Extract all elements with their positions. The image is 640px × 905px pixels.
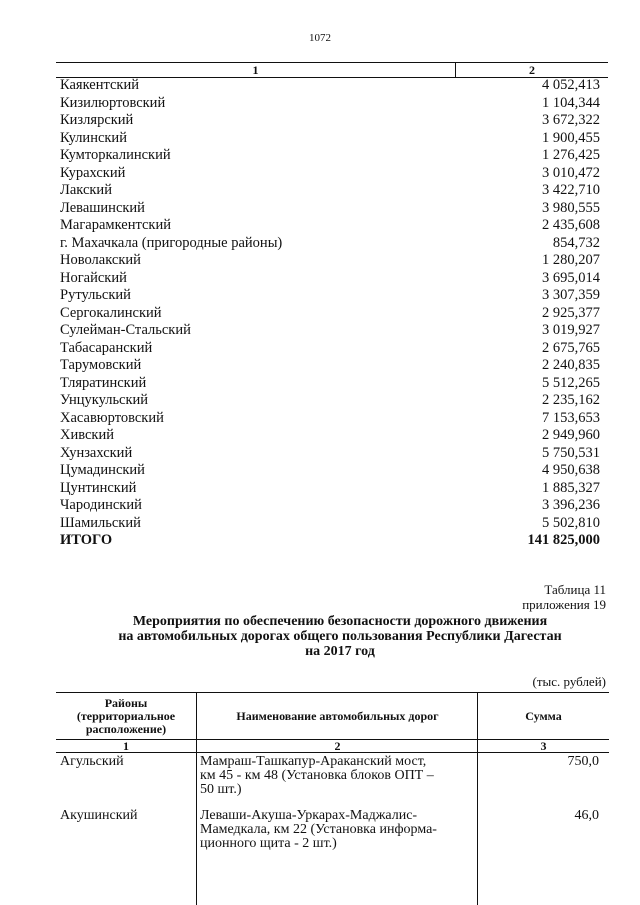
district-value: 854,732 — [552, 234, 600, 251]
district-name: Сергокалинский — [60, 304, 162, 321]
table-row — [56, 410, 608, 428]
district-name: Магарамкентский — [60, 217, 171, 233]
district-funding-table — [56, 62, 608, 548]
district-value: 4 950,638 — [542, 462, 600, 478]
district-value: 4 052,413 — [542, 77, 600, 93]
district-value: 2 435,608 — [542, 217, 600, 233]
district-name: Кумторкалинский — [60, 147, 171, 163]
district-name: Агульский — [60, 754, 124, 769]
table-row — [56, 357, 608, 375]
total-label: ИТОГО — [60, 532, 113, 548]
district-name: Тарумовский — [60, 357, 142, 373]
district-name: г. Махачкала (пригородные районы) — [60, 234, 283, 251]
header-districts: Районы (территориальное расположение) — [76, 695, 176, 736]
table-row — [56, 200, 608, 218]
district-name: Каякентский — [60, 77, 139, 93]
district-value: 1 885,327 — [542, 479, 600, 496]
district-name: Сулейман-Стальский — [60, 322, 191, 338]
column-divider — [196, 752, 197, 905]
district-name: Рутульский — [60, 287, 131, 303]
section-title — [60, 614, 620, 659]
sum-value: 46,0 — [574, 808, 599, 823]
column-number-2: 2 — [196, 740, 478, 752]
district-value: 3 980,555 — [542, 199, 600, 216]
district-value: 3 422,710 — [542, 182, 600, 198]
section-title-line-2: на автомобильных дорогах общего пользования Республики Дагестан — [118, 629, 562, 644]
district-name: Ногайский — [60, 269, 127, 286]
table-row — [56, 147, 608, 165]
header-sum: Сумма — [477, 693, 609, 739]
road-name: Мамраш-Ташкапур-Араканский мост, км 45 - км 48 (Установка блоков ОПТ – 50 шт.) — [200, 754, 434, 797]
table-row — [56, 427, 608, 445]
district-value: 5 750,531 — [542, 444, 600, 461]
table-row — [56, 392, 608, 410]
table-row — [56, 340, 608, 358]
district-value: 3 010,472 — [542, 164, 600, 181]
table-row — [56, 270, 608, 288]
district-value: 3 307,359 — [542, 287, 600, 303]
district-value: 2 925,377 — [542, 304, 600, 321]
district-name: Акушинский — [60, 808, 138, 823]
district-name: Цумадинский — [60, 462, 145, 478]
district-value: 2 240,835 — [542, 357, 600, 373]
district-name: Унцукульский — [60, 392, 149, 408]
table-row — [56, 252, 608, 270]
table-row — [56, 182, 608, 200]
units-note: (тыс. рублей) — [532, 674, 606, 689]
district-name: Чародинский — [60, 497, 142, 513]
road-safety-table — [56, 692, 609, 851]
district-name: Кизлярский — [60, 112, 134, 128]
table-row — [56, 77, 608, 95]
table-body — [56, 752, 609, 905]
district-value: 2 235,162 — [542, 392, 600, 408]
header-col-1: 1 — [252, 63, 259, 77]
table-row — [56, 497, 608, 515]
district-name: Курахский — [60, 164, 126, 181]
table-row — [56, 515, 608, 533]
table-header — [56, 62, 608, 78]
section-title-line-3: на 2017 год — [305, 644, 375, 659]
district-value: 2 675,765 — [542, 339, 600, 356]
district-name: Тляратинский — [60, 374, 147, 391]
district-name: Цунтинский — [60, 479, 137, 496]
table-row — [56, 287, 608, 305]
table-row — [56, 235, 608, 253]
district-value: 3 396,236 — [542, 497, 600, 513]
district-value: 1 104,344 — [542, 94, 600, 111]
table-row — [56, 375, 608, 393]
district-name: Хунзахский — [60, 444, 133, 461]
column-number-1: 1 — [123, 739, 129, 753]
district-name: Левашинский — [60, 199, 145, 216]
district-value: 5 512,265 — [542, 374, 600, 391]
table-row — [56, 95, 608, 113]
district-value: 2 949,960 — [542, 427, 600, 443]
table-row — [56, 445, 608, 463]
district-value: 3 695,014 — [542, 269, 600, 286]
district-value: 7 153,653 — [542, 409, 600, 426]
column-divider — [477, 752, 478, 905]
table-reference-number: Таблица 11 — [544, 582, 606, 597]
district-value: 5 502,810 — [542, 514, 600, 531]
table-row — [56, 112, 608, 130]
table-row — [56, 480, 608, 498]
table-header — [56, 692, 609, 740]
table-body — [56, 77, 608, 550]
district-name: Лакский — [60, 182, 112, 198]
table-row — [56, 217, 608, 235]
district-name: Кулинский — [60, 129, 127, 146]
road-name: Леваши-Акуша-Уркарах-Маджалис- Мамедкала, км 22 (Установка информа- ционного щита - 2 шт.) — [200, 808, 437, 851]
district-value: 3 672,322 — [542, 112, 600, 128]
district-value: 1 276,425 — [542, 147, 600, 163]
district-name: Шамильский — [60, 514, 141, 531]
page-number: 1072 — [309, 32, 331, 44]
district-name: Табасаранский — [60, 339, 153, 356]
district-name: Хасавюртовский — [60, 409, 164, 426]
district-value: 1 280,207 — [542, 252, 600, 268]
table-reference-appendix: приложения 19 — [522, 597, 606, 612]
district-name: Новолакский — [60, 252, 141, 268]
district-name: Хивский — [60, 427, 114, 443]
table-reference — [522, 582, 606, 612]
header-road-names: Наименование автомобильных дорог — [196, 693, 478, 739]
total-value: 141 825,000 — [527, 532, 600, 548]
total-row — [56, 532, 608, 550]
header-col-2: 2 — [455, 63, 608, 77]
table-row — [56, 130, 608, 148]
section-title-line-1: Мероприятия по обеспечению безопасности дорожного движения — [132, 614, 548, 629]
table-row — [56, 165, 608, 183]
district-name: Кизилюртовский — [60, 94, 166, 111]
table-row — [56, 305, 608, 323]
district-value: 3 019,927 — [542, 322, 600, 338]
table-row — [56, 322, 608, 340]
table-row — [56, 462, 608, 480]
district-value: 1 900,455 — [542, 129, 600, 146]
sum-value: 750,0 — [567, 754, 599, 769]
column-number-3: 3 — [477, 740, 609, 752]
